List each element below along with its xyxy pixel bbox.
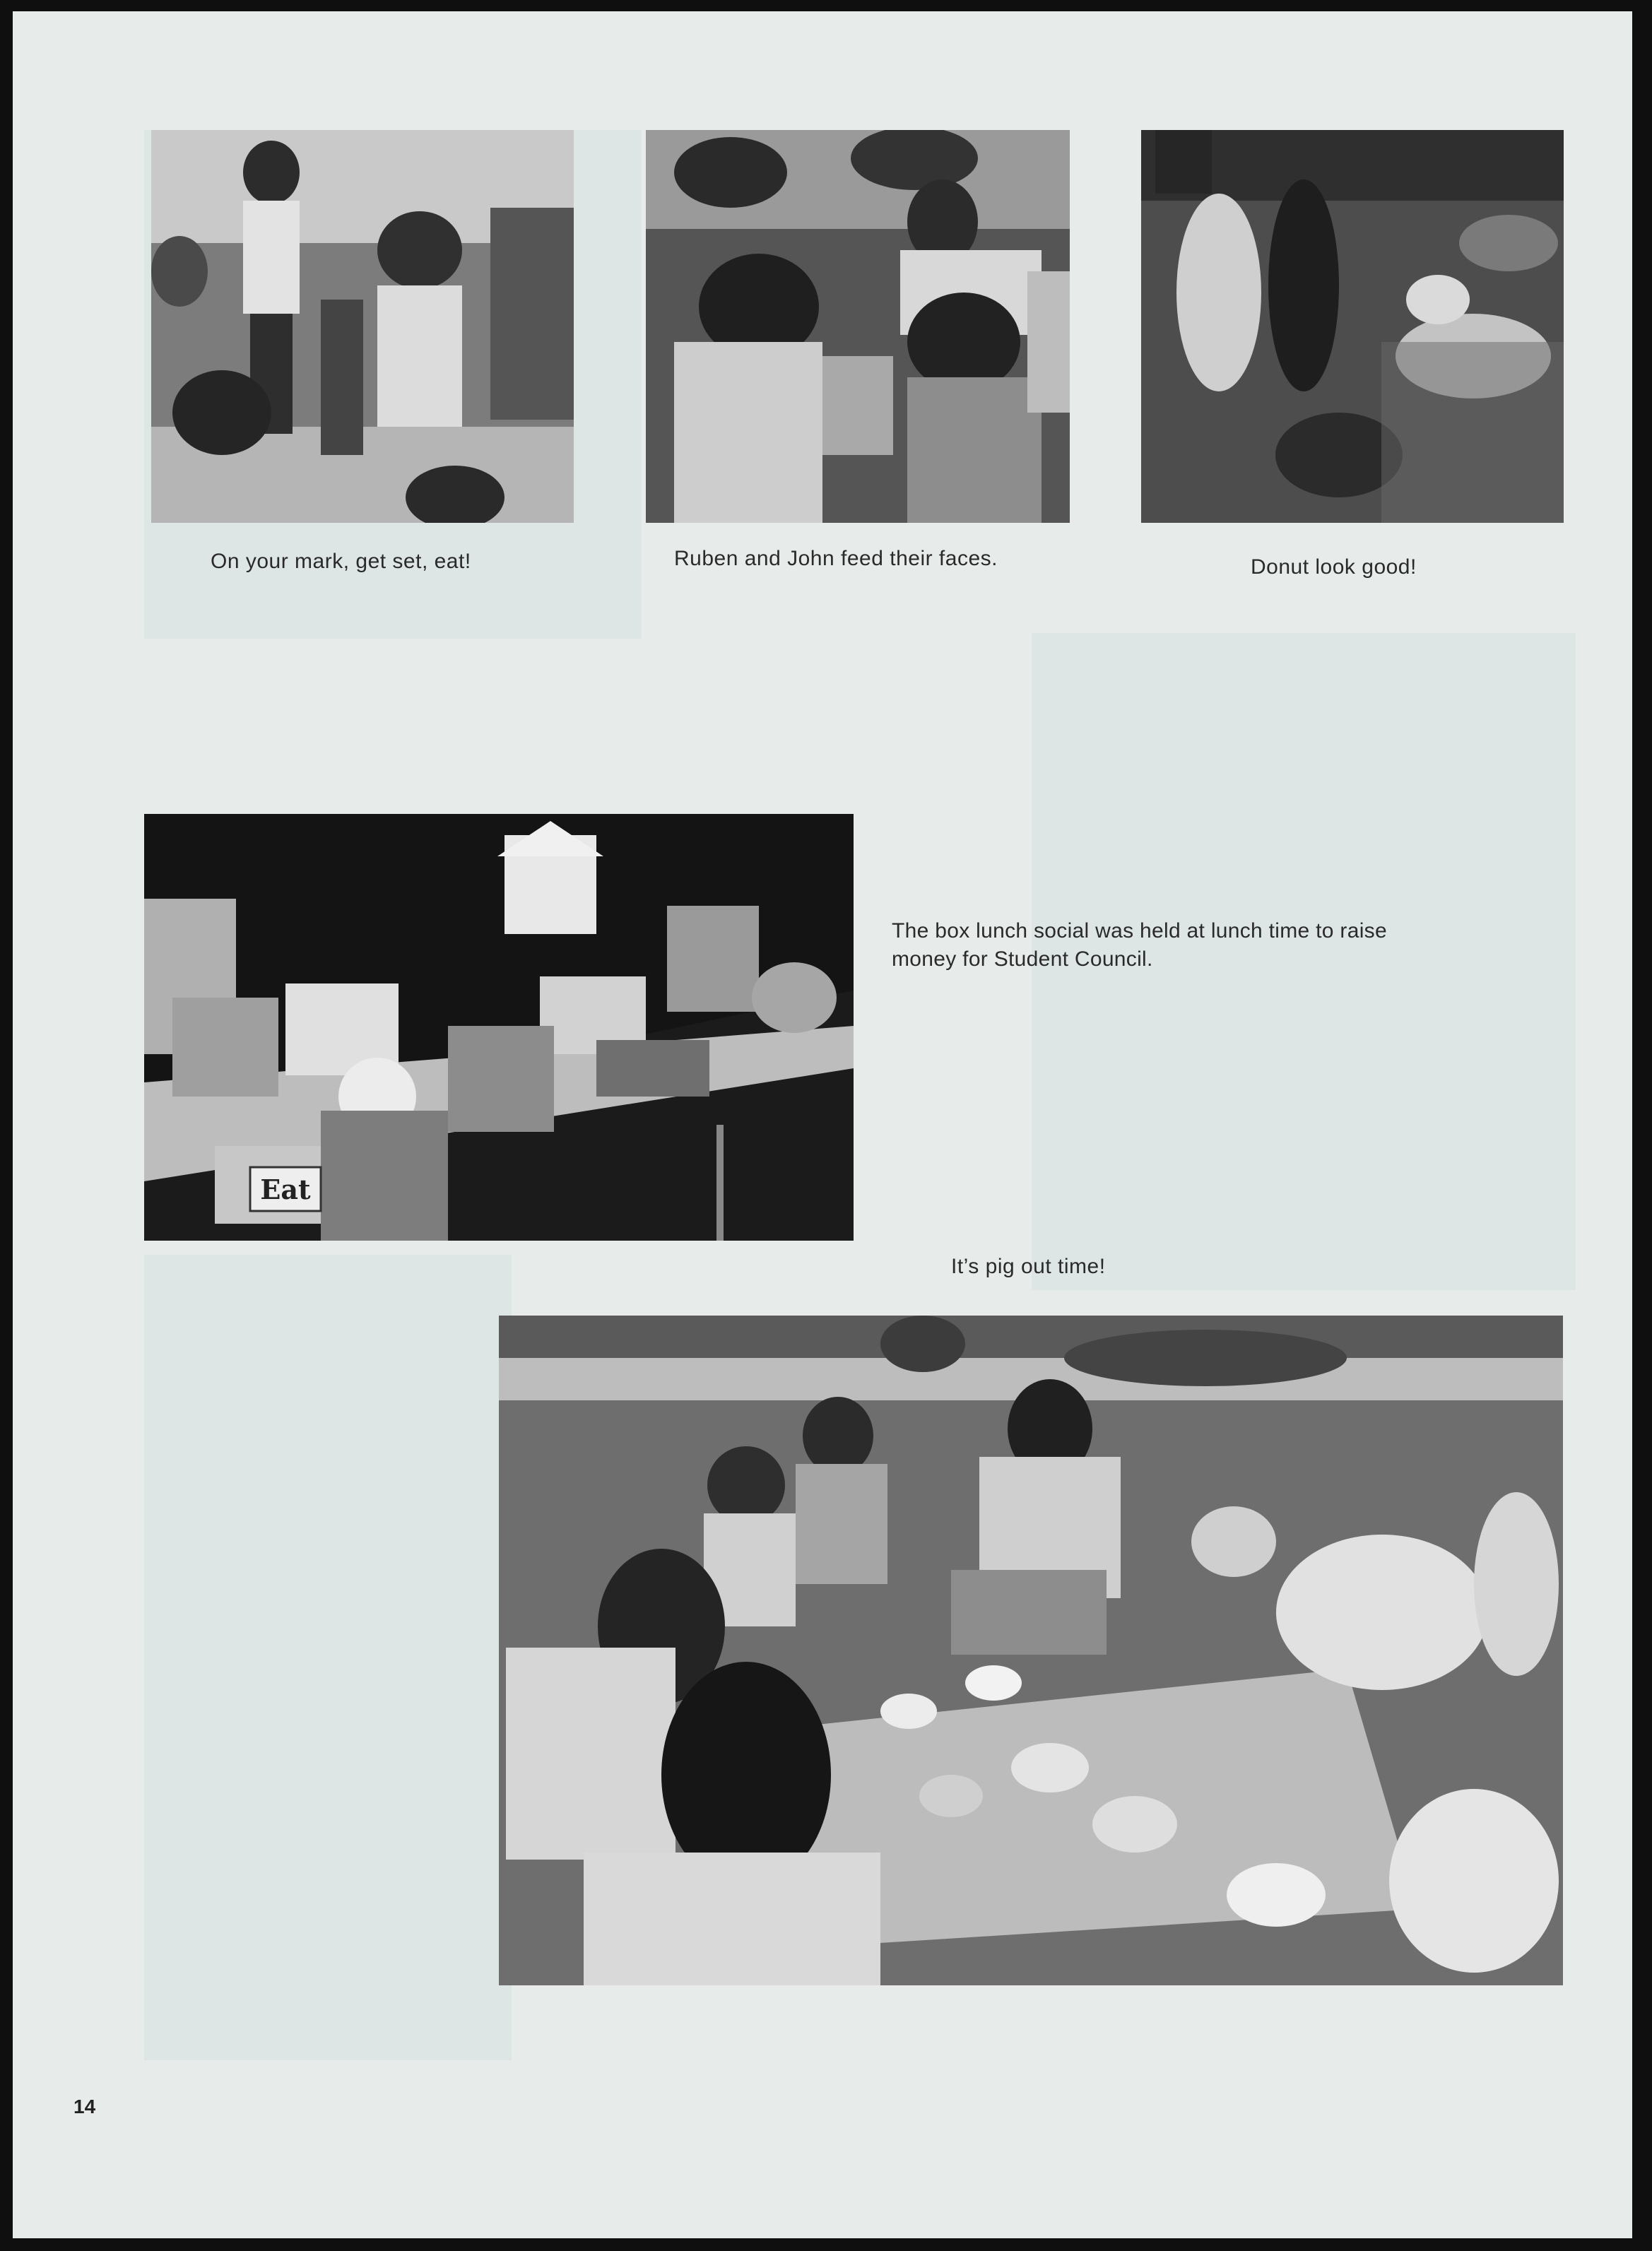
photo-eating-contest-start [151, 130, 574, 523]
photo-donut-contest [1141, 130, 1564, 523]
photo1-caption: On your mark, get set, eat! [211, 550, 471, 573]
yearbook-page [13, 11, 1632, 2238]
photo-box-lunches [144, 814, 854, 1241]
photo2-caption: Ruben and John feed their faces. [674, 547, 998, 570]
photo-picnic [499, 1316, 1563, 1985]
photo-ruben-and-john [646, 130, 1070, 523]
eat-label: Eat [260, 1174, 311, 1205]
photo5-caption: It’s pig out time! [951, 1255, 1106, 1278]
photo4-caption: The box lunch social was held at lunch time to raise money for Student Council. [892, 919, 1387, 971]
page-number: 14 [73, 2096, 96, 2117]
background-panel [144, 1255, 512, 2060]
photo3-caption: Donut look good! [1251, 555, 1417, 579]
